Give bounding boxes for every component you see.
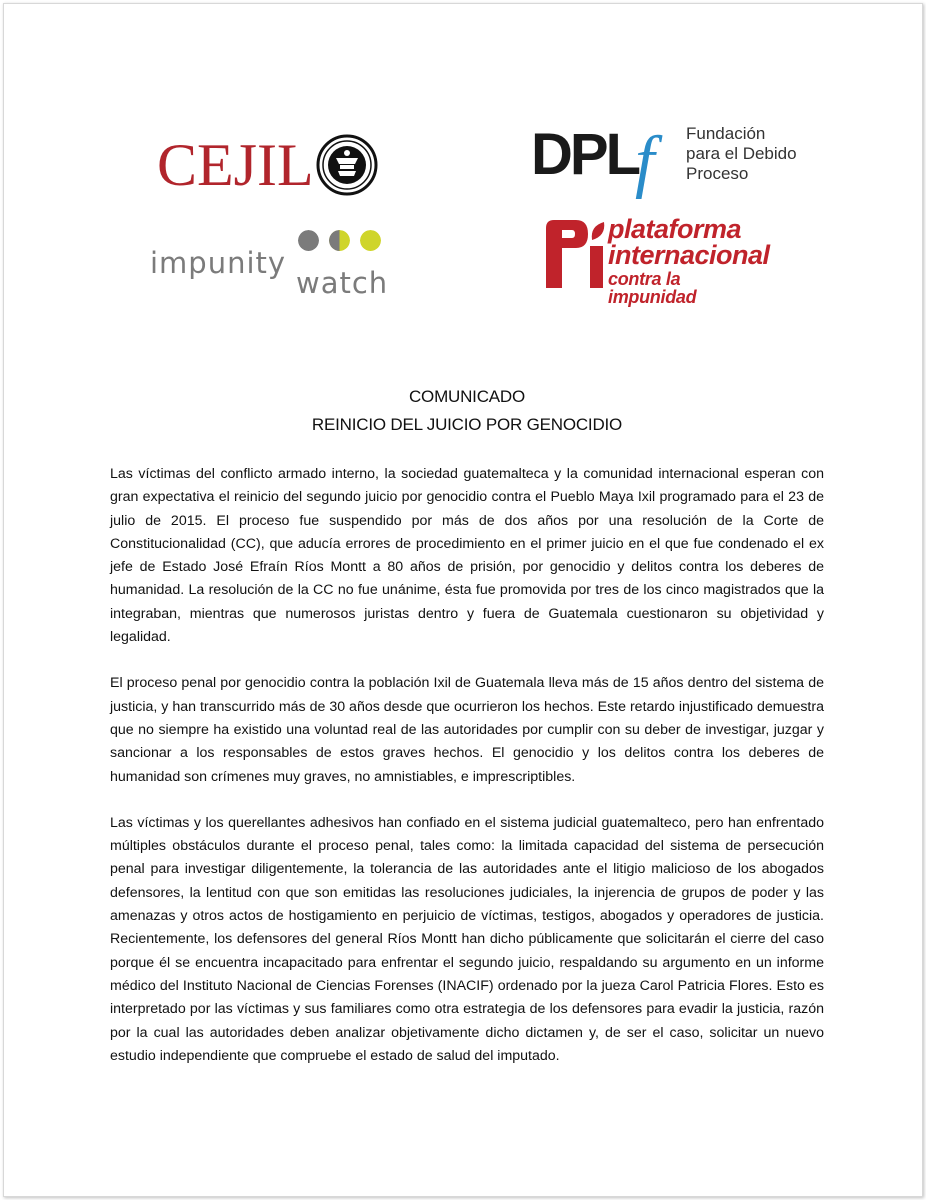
half-dot-icon (329, 230, 350, 251)
document-page (3, 3, 923, 1197)
dot-icon (360, 230, 381, 251)
document-body (110, 463, 824, 1068)
impunity-wordmark: impunity (150, 246, 287, 280)
cejil-logo (157, 130, 378, 200)
paragraph: Las víctimas del conflicto armado interno, la sociedad guatemalteca y la comunidad internacional esperan con gran expectativa el reinicio del segundo juicio por genocidio contra el Pueblo Maya Ixil programado para el 23 de julio de 2015. El proceso fue suspendido por más de dos años por una resolución de la Corte de Constitucionalidad (CC), que aducía errores de procedimiento en el primer juicio en el que fue condenado el ex jefe de Estado José Efraín Ríos Montt a 80 años de prisión, por genocidio y delitos contra los deberes de humanidad. La resolución de la CC no fue unánime, ésta fue promovida por tres de los cinco magistrados que la integraban, mientras que numerosos juristas dentro y fuera de Guatemala cuestionaron su objetividad y legalidad. (110, 466, 824, 646)
plataforma-line3: contra la impunidad (608, 269, 697, 307)
svg-text:DPL: DPL (531, 122, 638, 187)
svg-text:f: f (635, 123, 655, 200)
watch-wordmark: watch (296, 266, 389, 300)
dplf-logo (531, 122, 797, 202)
impunity-watch-logo (150, 230, 405, 300)
dplf-tagline-line2: para el Debido (686, 144, 797, 163)
cejil-wordmark: CEJIL (157, 132, 314, 198)
paragraph: Las víctimas y los querellantes adhesivos han confiado en el sistema judicial guatemalteco, pero han enfrentado múltiples obstáculos durante el proceso penal, tales como: la limitada capacidad del sistema de persecución penal para investigar diligentemente, la tolerancia de las autoridades ante el litigio malicioso de los abogados defensores, la lentitud con que son emitidas las resoluciones judiciales, la injerencia de grupos de poder y las amenazas y otros actos de hostigamiento en perjuicio de víctimas, testigos, abogados y operadores de justicia. Recientemente, los defensores del general Ríos Montt han dicho públicamente que solicitarán el cierre del caso porque él se encuentra incapacitado para enfrentar el segundo juicio, respaldando su argumento en un informe médico del Instituto Nacional de Ciencias Forenses (INACIF) ordenado por la jueza Carol Patricia Flores. Esto es interpretado por las víctimas y sus familiares como otra estrategia de los defensores para evadir la justicia, razón por la cual las autoridades deben analizar objetivamente dicho dictamen y, de ser el caso, solicitar un nuevo estudio independiente que compruebe el estado de salud del imputado. (110, 814, 824, 1064)
impunity-watch-dots (298, 230, 381, 251)
document-title: REINICIO DEL JUICIO POR GENOCIDIO (311, 415, 623, 434)
plataforma-line1: plataforma (608, 214, 742, 244)
cejil-emblem-icon (316, 134, 378, 196)
dplf-tagline (686, 124, 797, 184)
document-type-heading: COMUNICADO (408, 387, 526, 406)
dot-icon (298, 230, 319, 251)
plataforma-logo (542, 214, 770, 307)
paragraph: El proceso penal por genocidio contra la población Ixil de Guatemala lleva más de 15 años dentro del sistema de justicia, y han transcurrido más de 30 años desde que ocurrieron los hechos. Este retardo injustificado demuestra que no siempre ha existido una voluntad real de las autoridades por cumplir con su deber de investigar, juzgar y sancionar a los responsables de estos graves hechos. El genocidio y los delitos contra los deberes de humanidad son crímenes muy graves, no amnistiables, e imprescriptibles. (110, 675, 824, 785)
pi-mark-icon (542, 216, 610, 292)
dplf-tagline-line3: Proceso (686, 164, 749, 183)
dplf-tagline-line1: Fundación (686, 124, 766, 143)
plataforma-line2: internacional (608, 240, 770, 270)
dplf-wordmark (531, 122, 686, 202)
